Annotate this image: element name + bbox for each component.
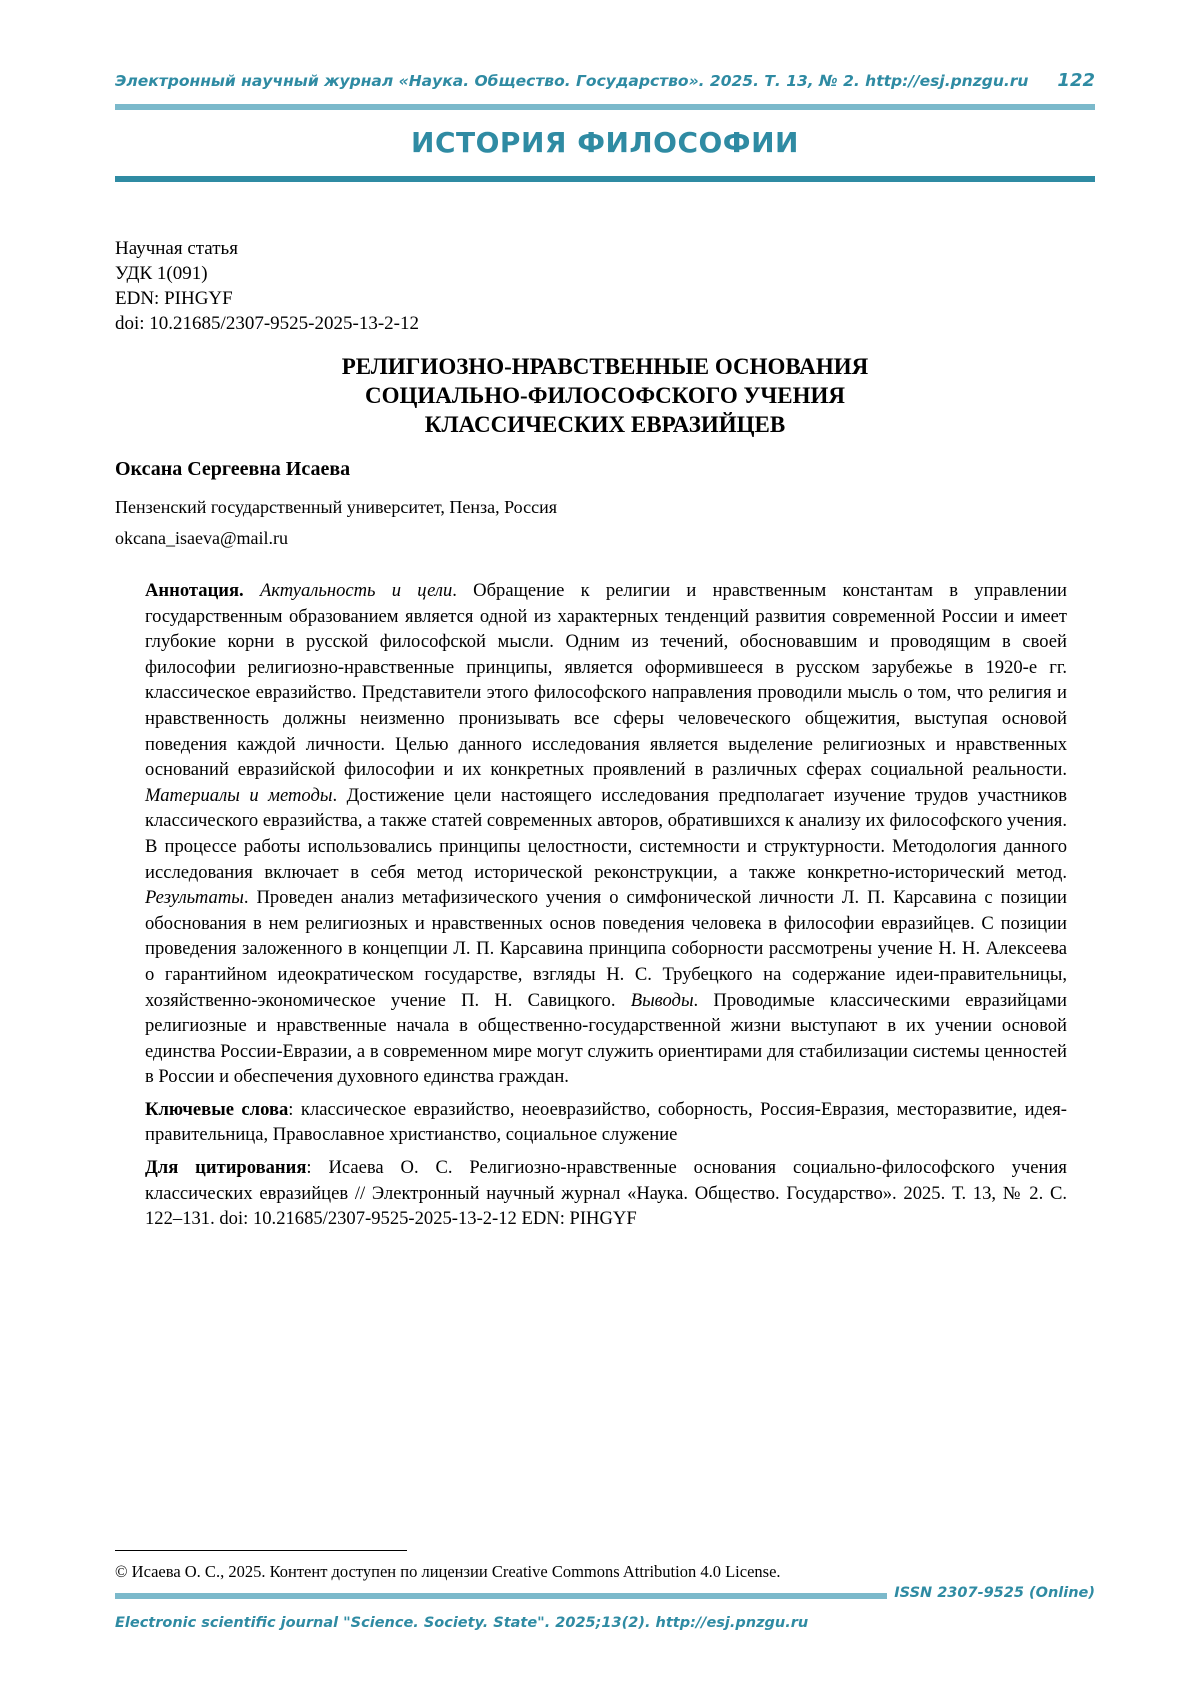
author-email[interactable]: okcana_isaeva@mail.ru: [115, 528, 289, 548]
doi[interactable]: doi: 10.21685/2307-9525-2025-13-2-12: [115, 313, 419, 334]
keywords-label: Ключевые слова: [145, 1098, 289, 1120]
abstract-heading-results: Результаты: [145, 887, 244, 909]
author-affiliation: Пензенский государственный университет, Пенза, Россия: [115, 497, 557, 517]
abstract-heading-conclusions: Выводы: [630, 989, 694, 1011]
abstract-heading-methods: Материалы и методы: [145, 784, 333, 806]
page-number: 122: [1057, 70, 1095, 91]
abstract-block: [145, 578, 1067, 1239]
journal-header-line: Электронный научный журнал «Наука. Общество. Государство». 2025. Т. 13, № 2. http://esj.pnzgu.ru: [115, 72, 1029, 90]
author-name: Оксана Сергеевна Исаева: [115, 458, 351, 480]
running-header: [115, 72, 1095, 94]
abstract-text: . Достижение цели настоящего исследования предполагает изучение трудов участников классического евразийства, а также статей современных авторов, обратившихся к анализу их философского учения. В процессе работы использовались принципы целостности, системности и структурности. Методология данного исследования включает в себя метод исторической реконструкции, а также конкретно-исторический метод.: [145, 784, 1067, 883]
abstract-text: . Проводимые классическими евразийцами религиозные и нравственные начала в общественно-государственной жизни выступают в их учении основой единства России-Евразии, а в современном мире могут служить ориентирами для стабилизации системы ценностей в России и обеспечения духовного единства граждан.: [145, 989, 1067, 1088]
udk: УДК 1(091): [115, 263, 208, 284]
citation-label: Для цитирования: [145, 1157, 307, 1179]
abstract-text: . Проведен анализ метафизического учения о симфонической личности Л. П. Карсавина с позиции обоснования в нем религиозных и нравственных основ поведения человека в философии евразийцев. С позиции проведения заложенного в концепции Л. П. Карсавина принципа соборности рассмотрены учение Н. Н. Алексеева о гарантийном идеократическом государстве, взгляды Н. С. Трубецкого на содержание идеи-правительницы, хозяйственно-экономическое учение П. Н. Савицкого.: [145, 887, 1067, 1011]
abstract-heading-relevance: Актуальность и цели: [259, 580, 453, 601]
title-line: РЕЛИГИОЗНО-НРАВСТВЕННЫЕ ОСНОВАНИЯ: [341, 354, 869, 379]
citation-text: : Исаева О. С. Религиозно-нравственные основания социально-философского учения классических евразийцев // Электронный научный журнал «Наука. Общество. Государство». 2025. Т. 13, № 2. С. 122–131. doi: 10.21685/2307-9525-2025-13-2-12 EDN: PIHGYF: [145, 1157, 1067, 1230]
section-title: ИСТОРИЯ ФИЛОСОФИИ: [411, 126, 799, 159]
citation-paragraph: [145, 1155, 1067, 1232]
issn: ISSN 2307-9525 (Online): [894, 1585, 1095, 1601]
abstract-text: . Обращение к религии и нравственным константам в управлении государственным образованием является одной из характерных тенденций развития современной России и имеет глубокие корни в русской философской мысли. Одним из течений, обосновавшим и проводящим в своей философии религиозно-нравственные принципы, является оформившееся в русском зарубежье в 1920-е гг. классическое евразийство. Представители этого философского направления проводили мысль о том, что религия и нравственность должны неизменно пронизывать все сферы человеческого общежития, выступая основой поведения каждой личности. Целью данного исследования является выделение религиозных и нравственных оснований евразийской философии и их конкретных проявлений в различных сферах социальной реальности.: [145, 580, 1067, 781]
keywords-text: : классическое евразийство, неоевразийство, соборность, Россия-Евразия, месторазвитие, идея-правительница, Православное христианство, социальное служение: [145, 1098, 1067, 1146]
title-line: КЛАССИЧЕСКИХ ЕВРАЗИЙЦЕВ: [424, 412, 786, 437]
edn: EDN: PIHGYF: [115, 288, 233, 309]
title-line: СОЦИАЛЬНО-ФИЛОСОФСКОГО УЧЕНИЯ: [365, 383, 845, 408]
article-type: Научная статья: [115, 238, 238, 259]
article-meta: [115, 236, 419, 336]
abstract-paragraph: [145, 578, 1067, 1090]
keywords-paragraph: [145, 1097, 1067, 1148]
abstract-label: Аннотация.: [145, 580, 244, 601]
journal-footer-line: Electronic scientific journal "Science. Society. State". 2025;13(2). http://esj.pnzgu.ru: [115, 1615, 809, 1631]
footnote-rule: [115, 1550, 407, 1551]
footer-rule: [115, 1593, 887, 1599]
article-title: [115, 352, 1095, 439]
copyright-footnote: © Исаева О. С., 2025. Контент доступен по лицензии Creative Commons Attribution 4.0 License.: [115, 1562, 781, 1581]
section-rule: [115, 176, 1095, 182]
header-rule: [115, 104, 1095, 110]
